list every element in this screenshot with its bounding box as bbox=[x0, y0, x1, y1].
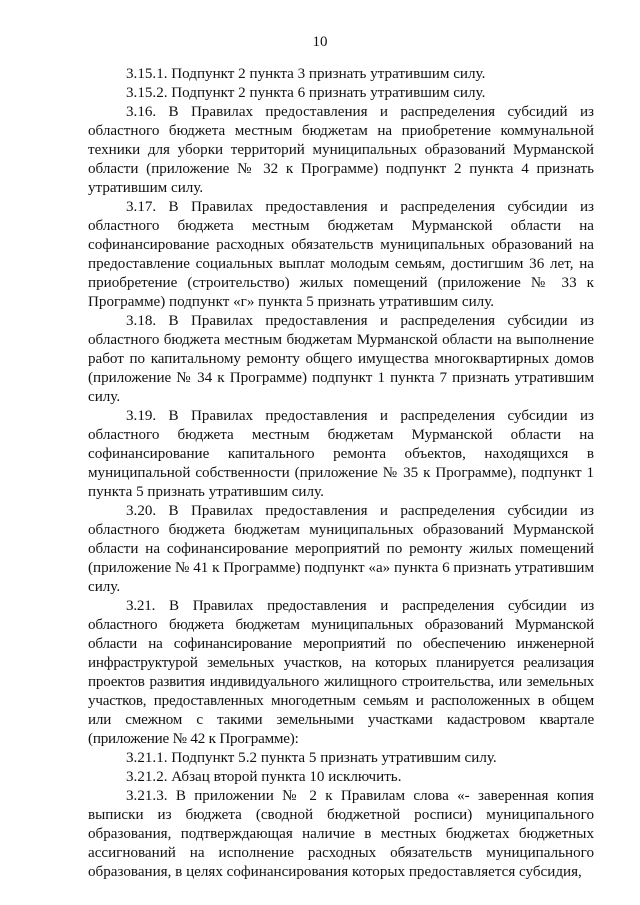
paragraph-3-15-1: 3.15.1. Подпункт 2 пункта 3 признать утратившим силу. bbox=[126, 66, 486, 82]
paragraph-3-17: 3.17. В Правилах предоставления и распределения субсидии из областного бюджета местным бюджетам Мурманской области на софинансирование расходных обязательств муниципальных образований на предоставление социальных выплат молодым семьям, достигшим 36 лет, на приобретение (строительство) жилых помещений (приложение № 33 к Программе) подпункт «г» пункта 5 признать утратившим силу. bbox=[88, 199, 594, 310]
paragraph-3-16: 3.16. В Правилах предоставления и распределения субсидий из областного бюджета местным бюджетам на приобретение коммунальной техники для уборки территорий муниципальных образований Мурманской области (приложение № 32 к Программе) подпункт 2 пункта 4 признать утратившим силу. bbox=[88, 104, 594, 196]
paragraph-3-15-2: 3.15.2. Подпункт 2 пункта 6 признать утратившим силу. bbox=[126, 85, 486, 101]
document-body bbox=[88, 65, 594, 882]
paragraph-3-21-3: 3.21.3. В приложении № 2 к Правилам слова «- заверенная копия выписки из бюджета (сводной бюджетной росписи) муниципального образования, подтверждающая наличие в местных бюджетах бюджетных ассигнований на исполнение расходных обязательств муниципального образования, в целях софинансирования которых предоставляется субсидия, bbox=[88, 788, 594, 880]
paragraph-3-21-1: 3.21.1. Подпункт 5.2 пункта 5 признать утратившим силу. bbox=[126, 750, 497, 766]
paragraph-3-21: 3.21. В Правилах предоставления и распределения субсидии из областного бюджета бюджетам муниципальных образований Мурманской области на софинансирование мероприятий по обеспечению инженерной инфраструктурой земельных участков, на которых планируется реализация проектов развития индивидуального жилищного строительства, или земельных участков, предоставленных многодетным семьям и расположенных в общем или смежном с такими земельными участками кадастровом квартале (приложение № 42 к Программе): bbox=[88, 598, 594, 747]
paragraph-3-19: 3.19. В Правилах предоставления и распределения субсидии из областного бюджета местным бюджетам Мурманской области на софинансирование капитального ремонта объектов, находящихся в муниципальной собственности (приложение № 35 к Программе), подпункт 1 пункта 5 признать утратившим силу. bbox=[88, 408, 594, 500]
paragraph-3-18: 3.18. В Правилах предоставления и распределения субсидии из областного бюджета местным бюджетам Мурманской области на выполнение работ по капитальному ремонту общего имущества многоквартирных домов (приложение № 34 к Программе) подпункт 1 пункта 7 признать утратившим силу. bbox=[88, 313, 594, 405]
paragraph-3-20: 3.20. В Правилах предоставления и распределения субсидии из областного бюджета бюджетам муниципальных образований Мурманской области на софинансирование мероприятий по ремонту жилых помещений (приложение № 41 к Программе) подпункт «а» пункта 6 признать утратившим силу. bbox=[88, 503, 594, 595]
paragraph-3-21-2: 3.21.2. Абзац второй пункта 10 исключить. bbox=[126, 769, 402, 785]
page-number: 10 bbox=[312, 34, 328, 50]
